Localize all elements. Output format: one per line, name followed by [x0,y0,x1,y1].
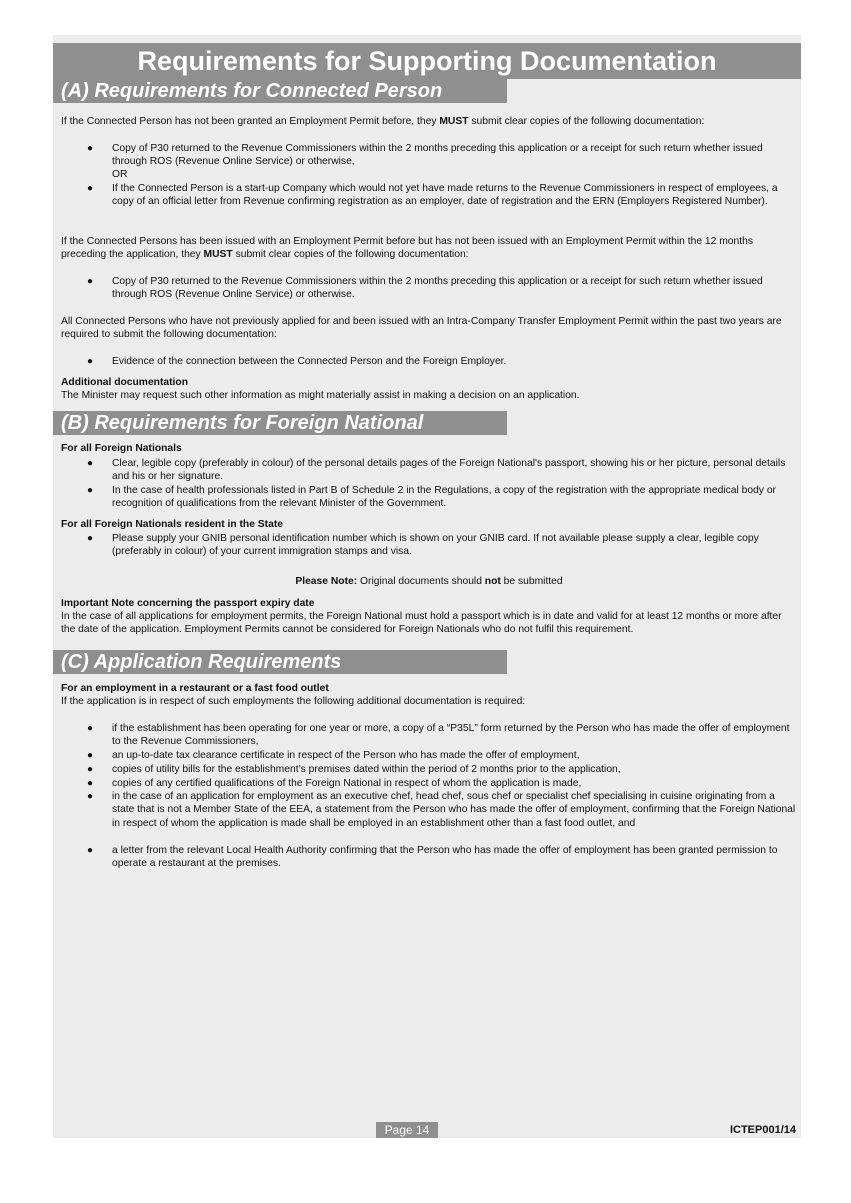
list-item: ● Please supply your GNIB personal identification number which is shown on your GNIB card. If not available please supply a clear, legible copy (preferably in colour) of your current immigration stamps and visa. [87,533,759,558]
bullet-icon: ● [87,183,94,194]
bullet-icon: ● [87,356,94,367]
page-number: Page 14 [376,1122,438,1138]
list-item: ● In the case of health professionals listed in Part B of Schedule 2 in the Regulations, a copy of the registration with the appropriate medical body or recognition of qualifications from the relevant Minister of the Government. [87,485,776,510]
list-item: ● in the case of an application for employment as an executive chef, head chef, sous chef or specialist chef specialising in cuisine originating from a state that is not a Member State of the EEA, a statement from the Person who has made the offer of employment, confirming that the Foreign National in respect of whom the application is made shall be employed in an establishment other than a fast food outlet, and [87,791,796,829]
form-reference: ICTEP001/14 [729,1124,796,1136]
list-item: ● copies of any certified qualifications of the Foreign National in respect of whom the application is made, [87,778,582,789]
important-text: In the case of all applications for employment permits, the Foreign National must hold a passport which is in date and valid for at least 12 months or more after the date of the application. Employment Permits cannot be considered for Foreign Nationals who do not fulfil this requirement. [61,611,782,636]
bullet-icon: ● [87,485,94,496]
section-b-sub2: For all Foreign Nationals resident in the State [61,519,283,530]
section-a-header: (A) Requirements for Connected Person [53,79,507,103]
bullet-icon: ● [87,791,94,802]
section-b-sub1: For all Foreign Nationals [61,443,182,454]
bullet-icon: ● [87,143,94,154]
list-item: ● copies of utility bills for the establishment’s premises dated within the period of 2 months prior to the application, [87,764,621,775]
list-item: ● an up-to-date tax clearance certificate in respect of the Person who has made the offer of employment, [87,750,580,761]
section-a-intro: If the Connected Person has not been granted an Employment Permit before, they MUST submit clear copies of the following documentation: [61,116,705,127]
section-b-header: (B) Requirements for Foreign National [53,411,507,435]
bullet-icon: ● [87,533,94,544]
bullet-icon: ● [87,276,94,287]
section-c-header: (C) Application Requirements [53,650,507,674]
section-a-para2: If the Connected Persons has been issued with an Employment Permit before but has not been issued with an Employment Permit within the 12 months preceding the application, they MUST submit clear copies of the following documentation: [61,236,753,261]
bullet-icon: ● [87,723,94,734]
section-a-para3: All Connected Persons who have not previously applied for and been issued with an Intra-Company Transfer Employment Permit within the past two years are required to submit the following documentation: [61,316,782,341]
bullet-icon: ● [87,845,94,856]
list-item: ● Copy of P30 returned to the Revenue Commissioners within the 2 months preceding this application or a receipt for such return whether issued through ROS (Revenue Online Service) or otherwise. [87,276,763,301]
additional-text: The Minister may request such other information as might materially assist in making a decision on an application. [61,390,580,401]
section-c-sub: For an employment in a restaurant or a fast food outlet [61,683,329,694]
document-page [53,35,801,1138]
list-item: ● Copy of P30 returned to the Revenue Commissioners within the 2 months preceding this application or a receipt for such return whether issued through ROS (Revenue Online Service) or otherwise, [87,143,763,168]
additional-heading: Additional documentation [61,377,188,388]
bullet-icon: ● [87,764,94,775]
list-item: ● a letter from the relevant Local Health Authority confirming that the Person who has made the offer of employment has been granted permission to operate a restaurant at the premises. [87,845,778,870]
bullet-icon: ● [87,750,94,761]
bullet-icon: ● [87,778,94,789]
bullet-icon: ● [87,458,94,469]
section-c-intro: If the application is in respect of such employments the following additional documentation is required: [61,696,526,707]
or-label: OR [112,169,128,180]
important-heading: Important Note concerning the passport expiry date [61,598,315,609]
list-item: ● if the establishment has been operating for one year or more, a copy of a “P35L” form returned by the Person who has made the offer of employment to the Revenue Commissioners, [87,723,790,748]
list-item: ● Clear, legible copy (preferably in colour) of the personal details pages of the Foreign National's passport, showing his or her picture, personal details and his or her signature. [87,458,786,483]
please-note: Please Note: Original documents should not be submitted [295,576,563,587]
page-title: Requirements for Supporting Documentation [53,43,801,79]
list-item: ● Evidence of the connection between the Connected Person and the Foreign Employer. [87,356,507,367]
list-item: ● If the Connected Person is a start-up Company which would not yet have made returns to the Revenue Commissioners in respect of employees, a copy of an official letter from Revenue confirming registration as an employer, date of registration and the ERN (Employers Registered Number). [87,183,778,208]
